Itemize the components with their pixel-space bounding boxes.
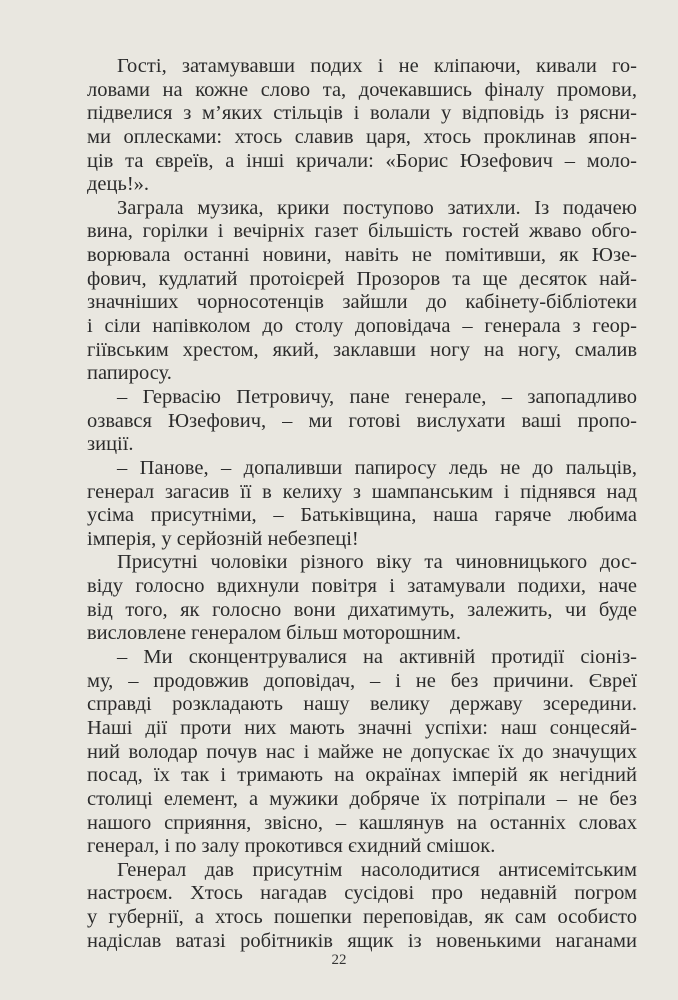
text-line: значніших чорносотенців зайшли до кабінету-бібліотеки xyxy=(87,291,637,314)
text-line: ний володар почув нас і майже не допускає їх до значущих xyxy=(87,740,637,763)
book-page-text xyxy=(87,55,637,953)
text-line: Заграла музика, крики поступово затихли. Із подачею xyxy=(117,196,637,219)
text-line: усіма присутніми, – Батьківщина, наша гаряче любима xyxy=(87,504,637,527)
text-line: настроєм. Хтось нагадав сусідові про недавній погром xyxy=(87,882,637,905)
text-line: Генерал дав присутнім насолодитися антисемітським xyxy=(117,858,637,881)
text-line: – Ми сконцентрувалися на активній протидії сіоніз- xyxy=(117,646,637,669)
text-line: висловлене генералом більш моторошним. xyxy=(87,622,462,645)
text-line: Наші дії проти них мають значні успіхи: наш сонцесяй- xyxy=(87,716,637,739)
paragraph xyxy=(87,386,637,457)
text-line: озвався Юзефович, – ми готові вислухати ваші пропо- xyxy=(87,409,637,432)
text-line: ловами на кожне слово та, дочекавшись фіналу промови, xyxy=(87,78,637,101)
text-line: генерал загасив її в келиху з шампанським і піднявся над xyxy=(87,480,637,503)
text-line: підвелися з м’яких стільців і волали у відповідь із рясни- xyxy=(87,102,637,125)
text-line: гіївським хрестом, який, заклавши ногу на ногу, смалив xyxy=(87,338,637,361)
text-line: і сіли напівколом до столу доповідача – генерала з геор- xyxy=(87,315,637,338)
paragraph xyxy=(87,457,637,552)
paragraph xyxy=(87,859,637,954)
text-line: нашого сприяння, звісно, – кашлянув на останніх словах xyxy=(87,811,637,834)
text-line: – Гервасію Петровичу, пане генерале, – запопадливо xyxy=(117,385,637,408)
text-line: столиці елемент, а мужики добряче їх потріпали – не без xyxy=(87,787,637,810)
text-line: імперія, у серйозній небезпеці! xyxy=(87,527,359,550)
text-line: справді розкладають нашу велику державу зсередини. xyxy=(87,693,637,716)
text-line: фович, кудлатий протоієрей Прозоров та ще десяток най- xyxy=(87,267,637,290)
paragraph xyxy=(87,646,637,859)
text-line: Гості, затамувавши подих і не кліпаючи, кивали го- xyxy=(117,55,637,77)
text-line: Присутні чоловіки різного віку та чиновницького дос- xyxy=(117,551,637,574)
paragraph xyxy=(87,55,637,197)
paragraph xyxy=(87,551,637,646)
text-line: надіслав ватазі робітників ящик із новенькими наганами xyxy=(87,929,637,952)
text-line: му, – продовжив доповідач, – і не без причини. Євреї xyxy=(87,669,637,692)
text-line: генерал, і по залу прокотився єхидний смішок. xyxy=(87,835,496,858)
text-line: посад, їх так і тримають на окраїнах імперій як негідний xyxy=(87,764,637,787)
text-line: – Панове, – допаливши папиросу ледь не до пальців, xyxy=(117,456,637,479)
text-line: у губернії, а хтось пошепки переповідав, як сам особисто xyxy=(87,906,637,929)
text-line: ців та євреїв, а інші кричали: «Борис Юзефович – моло- xyxy=(87,149,637,172)
text-line: вина, горілки і вечірніх газет більшість гостей жваво обго- xyxy=(87,220,637,243)
text-line: ворювала останні новини, навіть не помітивши, як Юзе- xyxy=(87,244,637,267)
text-line: папиросу. xyxy=(87,362,172,385)
text-line: від того, як голосно вони дихатимуть, залежить, чи буде xyxy=(87,598,637,621)
paragraph xyxy=(87,197,637,386)
text-line: дець!». xyxy=(87,173,150,196)
page-number: 22 xyxy=(331,952,347,968)
text-line: віду голосно вдихнули повітря і затамували подихи, наче xyxy=(87,575,637,598)
text-line: зиції. xyxy=(87,433,134,456)
text-line: ми оплесками: хтось славив царя, хтось проклинав япон- xyxy=(87,125,637,148)
